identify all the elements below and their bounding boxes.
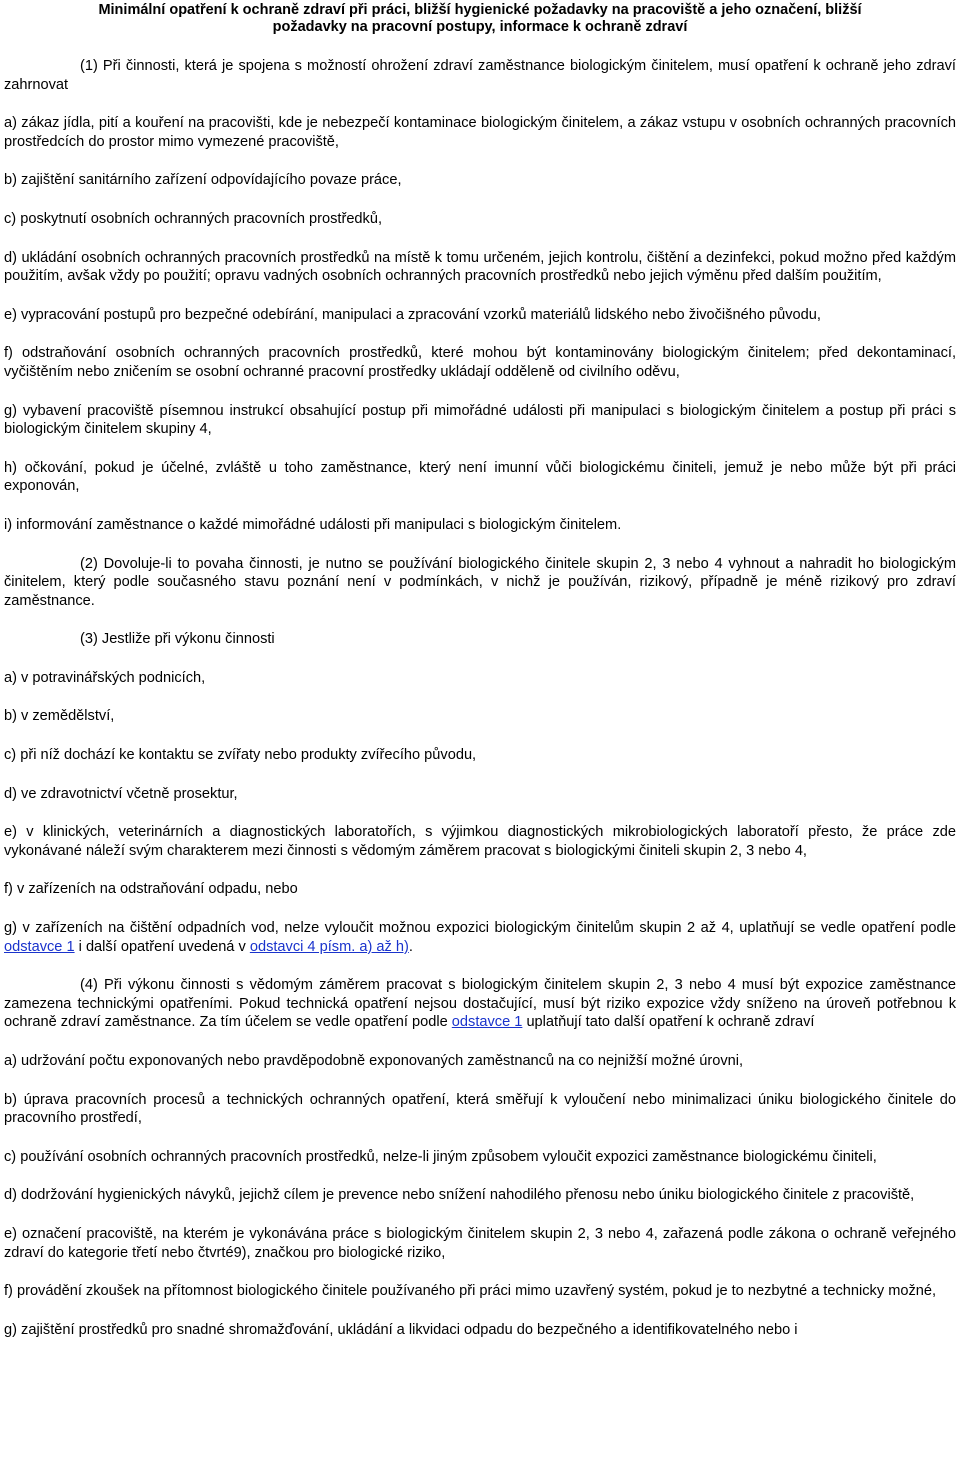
section-3-item-f: f) v zařízeních na odstraňování odpadu, nebo	[4, 881, 298, 898]
section-4-item-g: g) zajištění prostředků pro snadné shromažďování, ukládání a likvidaci odpadu do bezpečného a identifikovatelného nebo i	[4, 1321, 798, 1338]
section-4-item-b: b) úprava pracovních procesů a technických ochranných opatření, která směřují k vyloučení nebo minimalizaci úniku biologického činitele do pracovního prostředí,	[4, 1091, 956, 1127]
section-3-item-g-end: .	[408, 938, 413, 955]
document-page	[0, 2, 960, 1339]
section-4-intro	[4, 976, 956, 1032]
section-2-paragraph: (2) Dovoluje-li to povaha činnosti, je nutno se používání biologického činitele skupin 2, 3 nebo 4 vyhnout a nahradit ho biologickým činitelem, který podle současného stavu poznání není v podmínkách, v nichž je používán, rizikový, případně je méně rizikový pro zdraví zaměstnance.	[4, 555, 956, 609]
section-3-item-e: e) v klinických, veterinárních a diagnostických laboratořích, s výjimkou diagnostických mikrobiologických laboratoří přesto, že práce zde vykonávané náleží svým charakterem mezi činnosti s vědomým záměrem pracovat s biologickými činiteli skupin 2, 3 nebo 4,	[4, 824, 956, 859]
section-3-item-g-text: g) v zařízeních na čištění odpadních vod, nelze vyloučit možnou expozici biologickým činitelům skupin 2 až 4, uplatňují se vedle opatření podle	[4, 920, 956, 937]
link-odstavce-1-section-4[interactable]: odstavce 1	[451, 1014, 523, 1031]
section-4-item-e: e) označení pracoviště, na kterém je vykonávána práce s biologickým činitelem skupin 2, 3 nebo 4, zařazená podle zákona o ochraně veřejného zdraví do kategorie třetí nebo čtvrté9), značkou pro biologické riziko,	[4, 1225, 956, 1261]
section-3-intro: (3) Jestliže při výkonu činnosti	[80, 631, 275, 648]
section-3-item-g	[4, 919, 956, 956]
section-1-item-b: b) zajištění sanitárního zařízení odpovídajícího povaze práce,	[4, 172, 402, 189]
section-1-item-i: i) informování zaměstnance o každé mimořádné události při manipulaci s biologickým činitelem.	[4, 516, 622, 533]
link-odstavci-4[interactable]: odstavci 4 písm. a) až h)	[249, 938, 409, 955]
section-1-item-h: h) očkování, pokud je účelné, zvláště u toho zaměstnance, který není imunní vůči biologickému činiteli, jemuž je nebo může být při práci exponován,	[4, 459, 956, 495]
section-1-item-d: d) ukládání osobních ochranných pracovních prostředků na místě k tomu určeném, jejich kontrolu, čištění a dezinfekci, pokud možno před každým použitím, avšak vždy po použití; opravu vadných osobních ochranných pracovních prostředků nebo jejich výměnu před dalším použitím,	[4, 249, 956, 285]
section-4-item-c: c) používání osobních ochranných pracovních prostředků, nelze-li jiným způsobem vyloučit expozici zaměstnance biologickému činiteli,	[4, 1148, 877, 1165]
document-title	[4, 2, 956, 36]
link-odstavce-1[interactable]: odstavce 1	[4, 938, 75, 955]
section-1-item-c: c) poskytnutí osobních ochranných pracovních prostředků,	[4, 210, 383, 227]
section-1-item-g: g) vybavení pracoviště písemnou instrukcí obsahující postup při mimořádné události při manipulaci s biologickým činitelem a postup při práci s biologickým činitelem skupiny 4,	[4, 402, 956, 438]
section-3-item-d: d) ve zdravotnictví včetně prosektur,	[4, 785, 238, 802]
section-4-item-f: f) provádění zkoušek na přítomnost biologického činitele používaného při práci mimo uzavřený systém, pokud je to nezbytné a technicky možné,	[4, 1283, 937, 1300]
section-3-item-b: b) v zemědělství,	[4, 708, 115, 725]
section-3-item-c: c) při níž dochází ke kontaktu se zvířaty nebo produkty zvířecího původu,	[4, 747, 477, 764]
section-1-item-a: a) zákaz jídla, pití a kouření na pracovišti, kde je nebezpečí kontaminace biologickým činitelem, a zákaz vstupu v osobních ochranných pracovních prostředcích do prostor mimo vymezené pracoviště,	[4, 115, 956, 150]
section-3-item-g-mid: i další opatření uvedená v	[74, 938, 250, 955]
section-1-item-e: e) vypracování postupů pro bezpečné odebírání, manipulaci a zpracování vzorků materiálů lidského nebo živočišného původu,	[4, 306, 821, 323]
section-3-item-a: a) v potravinářských podnicích,	[4, 669, 206, 686]
section-4-item-a: a) udržování počtu exponovaných nebo pravděpodobně exponovaných zaměstnanců na co nejnižší možné úrovni,	[4, 1053, 744, 1069]
section-1-intro: (1) Při činnosti, která je spojena s možností ohrožení zdraví zaměstnance biologickým činitelem, musí opatření k ochraně jeho zdraví zahrnovat	[4, 58, 956, 93]
section-1-item-f: f) odstraňování osobních ochranných pracovních prostředků, které mohou být kontaminovány biologickým činitelem; před dekontaminací, vyčištěním nebo zničením se osobní ochranné pracovní prostředky ukládají odděleně od civilního oděvu,	[4, 345, 956, 380]
section-4-item-d: d) dodržování hygienických návyků, jejichž cílem je prevence nebo snížení nahodilého přenosu nebo úniku biologického činitele z pracoviště,	[4, 1187, 915, 1204]
title-line-2: požadavky na pracovní postupy, informace k ochraně zdraví	[272, 19, 688, 35]
section-4-intro-text: (4) Při výkonu činnosti s vědomým záměrem pracovat s biologickým činitelem skupin 2, 3 nebo 4 musí být expozice zaměstnance zamezena technickými opatřeními. Pokud technická opatření nejsou dostačující, musí být riziko expozice vždy sníženo na úroveň potřebnou k ochraně zdraví zaměstnance. Za tím účelem se vedle opatření podle	[4, 977, 956, 1031]
section-4-intro-end: uplatňují tato další opatření k ochraně zdraví	[522, 1014, 815, 1031]
title-line-1: Minimální opatření k ochraně zdraví při práci, bližší hygienické požadavky na pracoviště a jeho označení, bližší	[98, 2, 862, 18]
